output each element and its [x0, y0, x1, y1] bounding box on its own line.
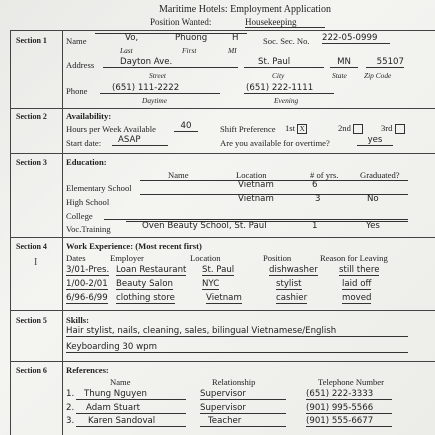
section-5-label: Section 5 — [16, 316, 47, 325]
work-heading: Work Experience: (Most recent first) — [66, 241, 202, 251]
daytime-caption: Daytime — [142, 96, 168, 105]
edu-col-years: # of yrs. — [310, 170, 339, 180]
work-col-reason: Reason for Leaving — [320, 253, 388, 263]
state-caption: State — [332, 71, 347, 80]
last-caption: Last — [120, 46, 133, 55]
edu-location: Vietnam — [238, 194, 274, 204]
shift-3rd-checkbox[interactable] — [395, 124, 405, 134]
ref-phone: (901) 995-5566 — [306, 403, 392, 414]
skills-line-1[interactable]: Hair stylist, nails, cleaning, sales, bilingual Vietnamese/English — [66, 326, 408, 337]
ref-relationship: Supervisor — [200, 389, 286, 400]
work-location: Vietnam — [206, 293, 242, 303]
ref-phone: (901) 555-6677 — [306, 416, 392, 427]
ref-number: 1. — [66, 389, 75, 399]
hours-label: Hours per Week Available — [66, 124, 156, 134]
divider — [10, 361, 435, 362]
shift-2nd-label: 2nd — [338, 123, 351, 133]
position-wanted-value[interactable]: Housekeeping — [245, 17, 325, 28]
edu-row-voc[interactable] — [126, 221, 408, 231]
section-2-label: Section 2 — [16, 112, 47, 121]
shift-2nd-checkbox[interactable] — [353, 124, 363, 134]
ssn-field[interactable]: 222-05-0999 — [322, 33, 390, 44]
zip-field[interactable]: 55107 — [366, 57, 404, 68]
ref-number: 2. — [66, 403, 75, 413]
shift-1st[interactable] — [285, 123, 307, 134]
work-col-position: Position — [263, 253, 292, 263]
work-reason: laid off — [342, 279, 372, 289]
edu-years: 1 — [312, 221, 318, 231]
edu-grad: Yes — [366, 221, 380, 231]
work-reason: still there — [339, 265, 380, 275]
work-location: NYC — [202, 279, 220, 289]
references-heading: References: — [66, 365, 109, 375]
work-position: cashier — [276, 293, 308, 303]
availability-heading: Availability: — [66, 111, 112, 121]
shift-1st-checkbox[interactable]: X — [297, 124, 307, 134]
edu-col-grad: Graduated? — [360, 170, 400, 180]
street-caption: Street — [149, 71, 166, 80]
ref-name: Karen Sandoval — [76, 416, 186, 427]
ref-col-phone: Telephone Number — [318, 377, 384, 387]
work-employer: Loan Restaurant — [116, 265, 187, 275]
ref-number: 3. — [66, 416, 75, 426]
edu-col-location: Location — [236, 170, 267, 180]
divider — [10, 310, 435, 311]
ref-col-relationship: Relationship — [212, 377, 256, 387]
work-col-dates: Dates — [66, 253, 86, 263]
section-3-label: Section 3 — [16, 158, 47, 167]
edu-row-label: Elementary School — [66, 183, 132, 193]
mi-caption: MI — [228, 46, 237, 55]
text-cursor: I — [34, 257, 38, 268]
ssn-label: Soc. Sec. No. — [263, 36, 310, 46]
work-location: St. Paul — [202, 265, 235, 275]
edu-row-label: Voc.Training — [66, 224, 111, 234]
skills-line-2[interactable]: Keyboarding 30 wpm — [66, 342, 408, 353]
divider — [62, 30, 63, 435]
divider — [10, 30, 435, 31]
state-field[interactable]: MN — [330, 57, 358, 68]
work-col-location: Location — [190, 253, 221, 263]
phone-day-field[interactable]: (651) 111-2222 — [100, 83, 220, 94]
edu-row-high-school[interactable] — [140, 194, 408, 204]
work-employer: clothing store — [116, 293, 175, 303]
work-position: stylist — [276, 279, 302, 289]
address-label: Address — [66, 60, 95, 70]
edu-years: 3 — [315, 194, 321, 204]
city-caption: City — [272, 71, 285, 80]
divider — [10, 153, 435, 154]
start-date-label: Start date: — [66, 138, 102, 148]
phone-label: Phone — [66, 86, 88, 96]
shift-2nd[interactable] — [338, 123, 363, 134]
edu-row-label: College — [66, 211, 93, 221]
first-caption: First — [182, 46, 197, 55]
work-dates: 6/96-6/99 — [66, 293, 108, 303]
work-reason: moved — [342, 293, 372, 303]
ref-relationship: Teacher — [200, 416, 286, 427]
overtime-label: Are you available for overtime? — [220, 138, 330, 148]
divider — [10, 30, 11, 435]
ref-phone: (651) 222-3333 — [306, 389, 392, 400]
section-4-label: Section 4 — [16, 242, 47, 251]
edu-row-college[interactable] — [104, 208, 408, 220]
name-field[interactable] — [95, 33, 247, 43]
edu-grad: No — [367, 194, 379, 204]
divider — [10, 108, 435, 109]
section-1-label: Section 1 — [16, 36, 47, 45]
edu-years: 6 — [312, 180, 318, 190]
ref-relationship: Supervisor — [200, 403, 286, 414]
education-heading: Education: — [66, 157, 107, 167]
name-label: Name — [66, 36, 87, 46]
section-6-label: Section 6 — [16, 366, 47, 375]
street-field[interactable]: Dayton Ave. — [103, 57, 238, 68]
hours-field[interactable]: 40 — [174, 121, 198, 132]
edu-row-elementary[interactable] — [140, 180, 408, 190]
work-col-employer: Employer — [110, 253, 144, 263]
divider — [10, 237, 435, 238]
start-date-field[interactable]: ASAP — [112, 135, 168, 146]
edu-school-name: Oven Beauty School, St. Paul — [142, 221, 267, 231]
form-title: Maritime Hotels: Employment Application — [159, 4, 331, 15]
skills-heading: Skills: — [66, 315, 89, 325]
phone-evening-field[interactable]: (651) 222-1111 — [244, 83, 334, 94]
position-wanted-label: Position Wanted: — [150, 17, 212, 27]
middle-initial: H — [232, 33, 239, 43]
edu-location: Vietnam — [238, 180, 274, 190]
shift-label: Shift Preference — [220, 124, 276, 134]
shift-3rd[interactable] — [381, 123, 405, 134]
work-dates: 3/01-Pres. — [66, 265, 110, 275]
ref-col-name: Name — [110, 377, 131, 387]
ref-name: Adam Stuart — [76, 403, 186, 414]
work-dates: 1/00-2/01 — [66, 279, 108, 289]
evening-caption: Evening — [274, 96, 299, 105]
work-position: dishwasher — [269, 265, 318, 275]
last-name: Vo, — [125, 33, 139, 43]
ref-name: Thung Nguyen — [76, 389, 186, 400]
work-employer: Beauty Salon — [116, 279, 173, 289]
shift-3rd-label: 3rd — [381, 123, 393, 133]
edu-row-label: High School — [66, 197, 110, 207]
zip-caption: Zip Code — [364, 71, 392, 80]
overtime-field[interactable]: yes — [357, 135, 393, 146]
edu-col-name: Name — [168, 170, 189, 180]
city-field[interactable]: St. Paul — [244, 57, 324, 68]
shift-1st-label: 1st — [285, 123, 296, 133]
first-name: Phuong — [175, 33, 208, 43]
